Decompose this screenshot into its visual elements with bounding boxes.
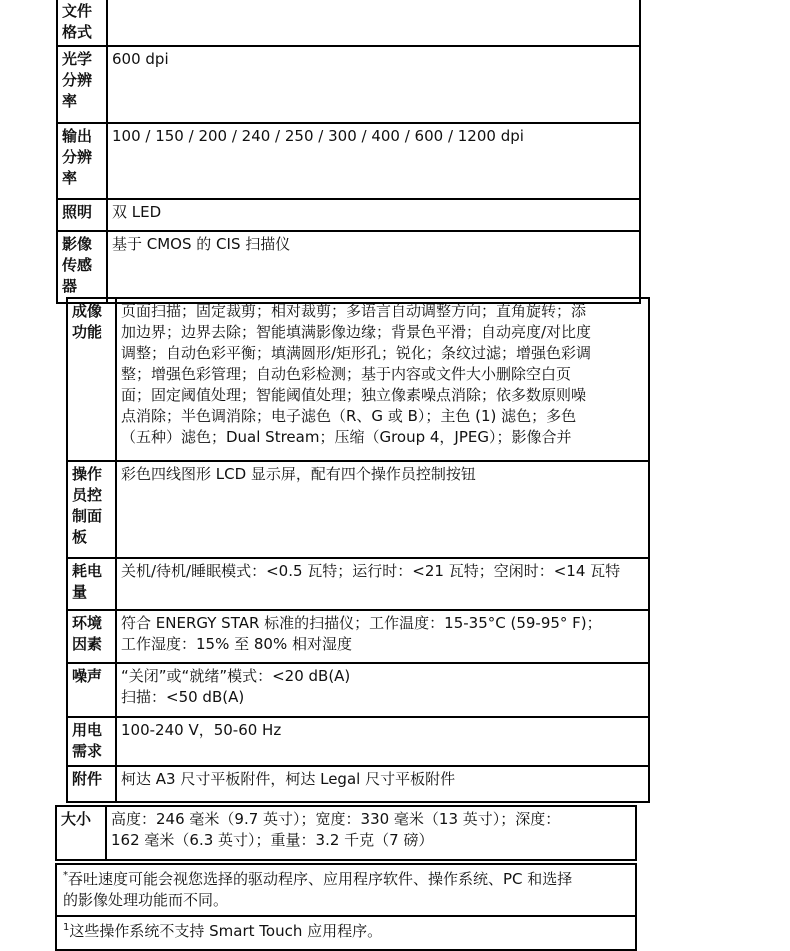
row-value-illumination: 双 LED [107, 199, 640, 231]
footnote-row [56, 916, 636, 950]
table-row [57, 123, 640, 199]
row-value-image-sensor: 基于 CMOS 的 CIS 扫描仪 [107, 231, 640, 303]
row-value-accessories: 柯达 A3 尺寸平板附件，柯达 Legal 尺寸平板附件 [116, 766, 649, 802]
row-value-size: 高度：246 毫米（9.7 英寸）；宽度：330 毫米（13 英寸）；深度： 162 毫米（6.3 英寸）；重量：3.2 千克（7 磅） [106, 806, 636, 860]
row-label-power-consumption: 耗电 量 [67, 558, 116, 610]
table-row [67, 610, 649, 663]
row-label-power-requirements: 用电 需求 [67, 717, 116, 766]
row-value-environmental: 符合 ENERGY STAR 标准的扫描仪；工作温度：15-35°C (59-95° F)； 工作湿度：15% 至 80% 相对湿度 [116, 610, 649, 663]
row-value-power-consumption: 关机/待机/睡眠模式：<0.5 瓦特；运行时：<21 瓦特；空闲时：<14 瓦特 [116, 558, 649, 610]
table-row [67, 663, 649, 717]
row-value-optical-resolution: 600 dpi [107, 46, 640, 123]
row-value-operator-panel: 彩色四线图形 LCD 显示屏，配有四个操作员控制按钮 [116, 461, 649, 558]
row-label-noise: 噪声 [67, 663, 116, 717]
row-value-power-requirements: 100-240 V，50-60 Hz [116, 717, 649, 766]
table-row [57, 199, 640, 231]
row-label-imaging-features: 成像 功能 [67, 298, 116, 461]
row-value-file-format [107, 0, 640, 46]
row-value-output-resolution: 100 / 150 / 200 / 240 / 250 / 300 / 400 / 600 / 1200 dpi [107, 123, 640, 199]
table-row [67, 766, 649, 802]
footnote-mark: * [63, 870, 68, 881]
spec-table-size [55, 805, 637, 861]
footnote-text: 吞吐速度可能会视您选择的驱动程序、应用程序软件、操作系统、PC 和选择 的影像处理功能而不同。 [63, 870, 573, 909]
row-label-operator-panel: 操作 员控 制面 板 [67, 461, 116, 558]
row-label-environmental: 环境 因素 [67, 610, 116, 663]
table-row [57, 231, 640, 303]
footnote-smart-touch [56, 916, 636, 950]
table-row [67, 461, 649, 558]
footnote-row [56, 864, 636, 916]
table-row [56, 806, 636, 860]
row-value-imaging-features: 页面扫描；固定裁剪；相对裁剪；多语言自动调整方向；直角旋转；添 加边界；边界去除；智能填满影像边缘；背景色平滑；自动亮度/对比度 调整；自动色彩平衡；填满圆形/矩形孔；锐化；条纹过滤；增强色彩调 整；增强色彩管理；自动色彩检测；基于内容或文件大小删除空白页 面；固定阈值处理；智能阈值处理；独立像素噪点消除；依多数原则噪 点消除；半色调消除；电子滤色（R、G 或 B）；主色 (1) 滤色；多色 （五种）滤色；Dual Stream；压缩（Group 4，JPEG）；影像合并 [116, 298, 649, 461]
spec-table-middle [66, 297, 650, 803]
table-row [67, 717, 649, 766]
footnote-mark: 1 [63, 922, 70, 933]
row-label-illumination: 照明 [57, 199, 107, 231]
row-label-file-format: 文件 格式 [57, 0, 107, 46]
row-label-optical-resolution: 光学 分辨 率 [57, 46, 107, 123]
row-label-accessories: 附件 [67, 766, 116, 802]
table-row [57, 46, 640, 123]
row-value-noise: “关闭”或“就绪”模式：<20 dB(A) 扫描：<50 dB(A) [116, 663, 649, 717]
footnote-throughput [56, 864, 636, 916]
table-row [67, 298, 649, 461]
table-row [67, 558, 649, 610]
row-label-output-resolution: 输出 分辨 率 [57, 123, 107, 199]
footnote-text: 这些操作系统不支持 Smart Touch 应用程序。 [69, 922, 383, 940]
spec-table-top [56, 0, 641, 304]
row-label-image-sensor: 影像 传感 器 [57, 231, 107, 303]
footnotes-table [55, 863, 637, 951]
table-row [57, 0, 640, 46]
row-label-size: 大小 [56, 806, 106, 860]
